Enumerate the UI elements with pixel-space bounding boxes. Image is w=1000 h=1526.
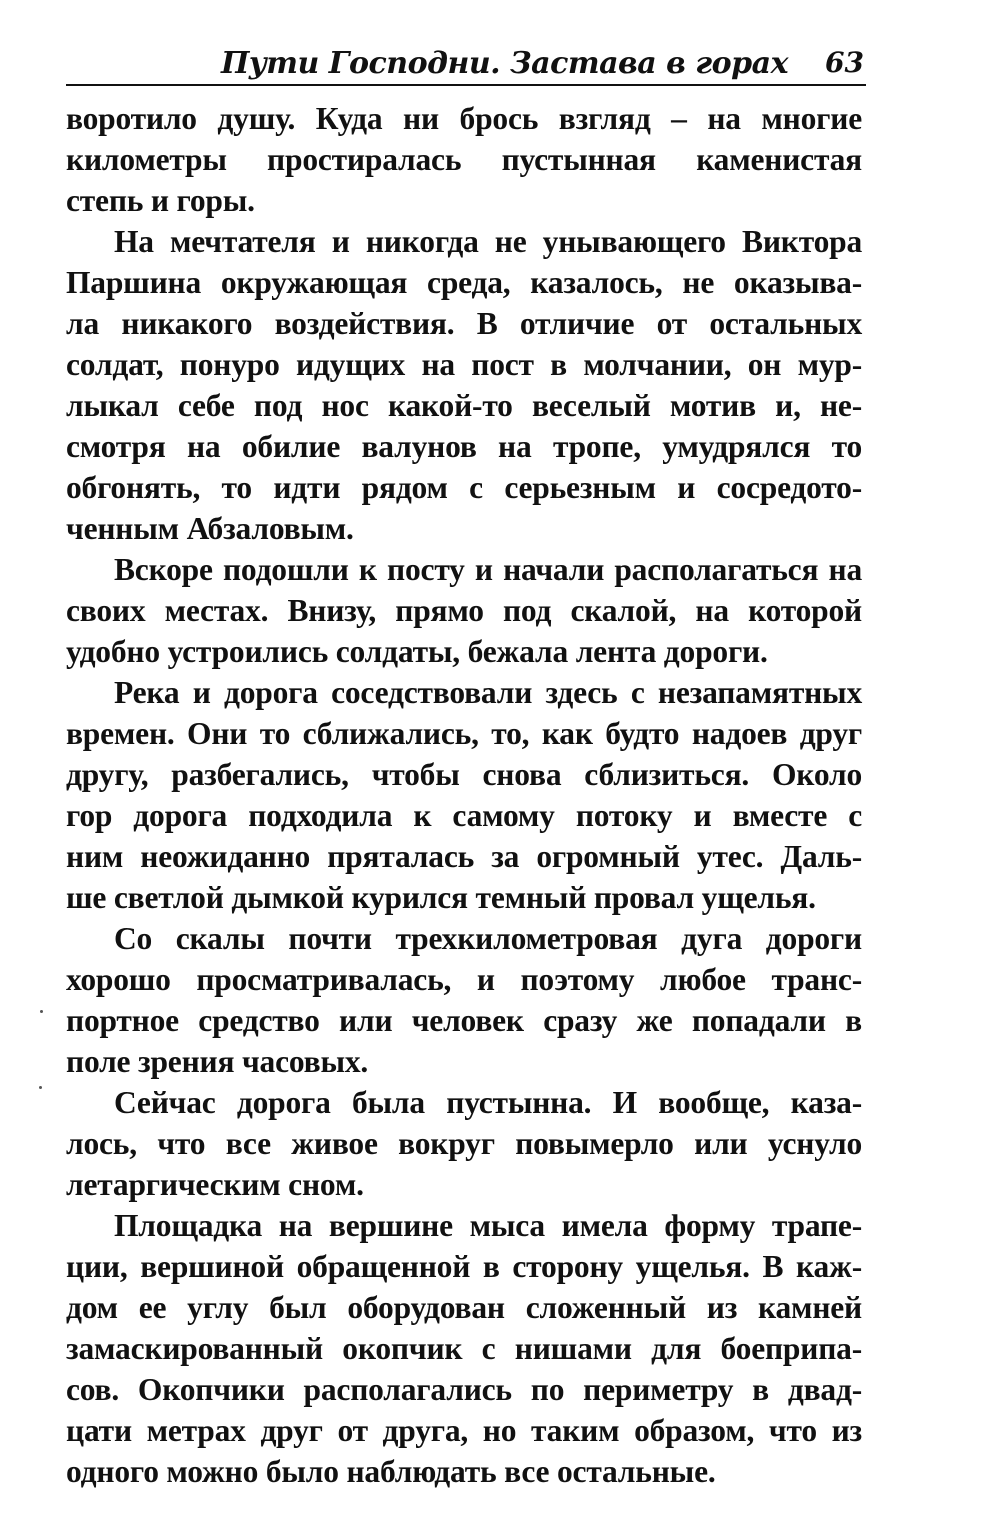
body-text bbox=[66, 98, 862, 1492]
text-line: ции, вершиной обращенной в сторону ущелья. В каж- bbox=[66, 1249, 862, 1284]
text-line: времен. Они то сближались, то, как будто надоев друг bbox=[66, 716, 862, 751]
paragraph bbox=[66, 918, 862, 1082]
paragraph bbox=[66, 549, 862, 672]
text-line: ше светлой дымкой курился темный провал ущелья. bbox=[66, 880, 816, 915]
text-line: своих местах. Внизу, прямо под скалой, на которой bbox=[66, 593, 862, 628]
paragraph bbox=[66, 98, 862, 221]
paragraph bbox=[66, 221, 862, 549]
text-line: летаргическим сном. bbox=[66, 1167, 364, 1202]
text-line: портное средство или человек сразу же попадали в bbox=[66, 1003, 862, 1038]
text-line: Площадка на вершине мыса имела форму трапе- bbox=[114, 1208, 862, 1243]
text-line: Вскоре подошли к посту и начали располагаться на bbox=[114, 552, 862, 587]
running-title: Пути Господни. Застава в горах bbox=[221, 46, 788, 81]
text-line: дом ее углу был оборудован сложенный из камней bbox=[66, 1290, 862, 1325]
text-line: гор дорога подходила к самому потоку и вместе с bbox=[66, 798, 862, 833]
text-line: лось, что все живое вокруг повымерло или уснуло bbox=[66, 1126, 862, 1161]
text-line: лыкал себе под нос какой-то веселый мотив и, не- bbox=[66, 388, 862, 423]
text-line: Река и дорога соседствовали здесь с незапамятных bbox=[114, 675, 862, 710]
text-line: другу, разбегались, чтобы снова сблизиться. Около bbox=[66, 757, 862, 792]
text-line: солдат, понуро идущих на пост в молчании, он мур- bbox=[66, 347, 862, 382]
paragraph bbox=[66, 672, 862, 918]
paragraph bbox=[66, 1205, 862, 1492]
scan-speck bbox=[39, 1086, 42, 1089]
text-line: обгонять, то идти рядом с серьезным и сосредото- bbox=[66, 470, 862, 505]
scan-speck bbox=[40, 1010, 43, 1013]
text-line: поле зрения часовых. bbox=[66, 1044, 369, 1079]
text-line: На мечтателя и никогда не унывающего Виктора bbox=[114, 224, 862, 259]
paragraph bbox=[66, 1082, 862, 1205]
text-line: сов. Окопчики располагались по периметру в двад- bbox=[66, 1372, 862, 1407]
page-number: 63 bbox=[825, 46, 864, 79]
text-line: воротило душу. Куда ни брось взгляд – на многие bbox=[66, 101, 862, 136]
text-line: удобно устроились солдаты, бежала лента дороги. bbox=[66, 634, 768, 669]
text-line: хорошо просматривалась, и поэтому любое транс- bbox=[66, 962, 862, 997]
text-line: Сейчас дорога была пустынна. И вообще, каза- bbox=[114, 1085, 862, 1120]
text-line: ла никакого воздействия. В отличие от остальных bbox=[66, 306, 862, 341]
text-line: Паршина окружающая среда, казалось, не оказыва- bbox=[66, 265, 862, 300]
text-line: смотря на обилие валунов на тропе, умудрялся то bbox=[66, 429, 862, 464]
text-line: ним неожиданно пряталась за огромный утес. Даль- bbox=[66, 839, 862, 874]
text-line: одного можно было наблюдать все остальные. bbox=[66, 1454, 716, 1489]
text-line: Со скалы почти трехкилометровая дуга дороги bbox=[114, 921, 862, 956]
text-line: ченным Абзаловым. bbox=[66, 511, 354, 546]
text-line: замаскированный окопчик с нишами для боеприпа- bbox=[66, 1331, 862, 1366]
running-header bbox=[66, 40, 866, 86]
text-line: цати метрах друг от друга, но таким образом, что из bbox=[66, 1413, 862, 1448]
text-line: степь и горы. bbox=[66, 183, 255, 218]
text-line: километры простиралась пустынная каменистая bbox=[66, 142, 862, 177]
